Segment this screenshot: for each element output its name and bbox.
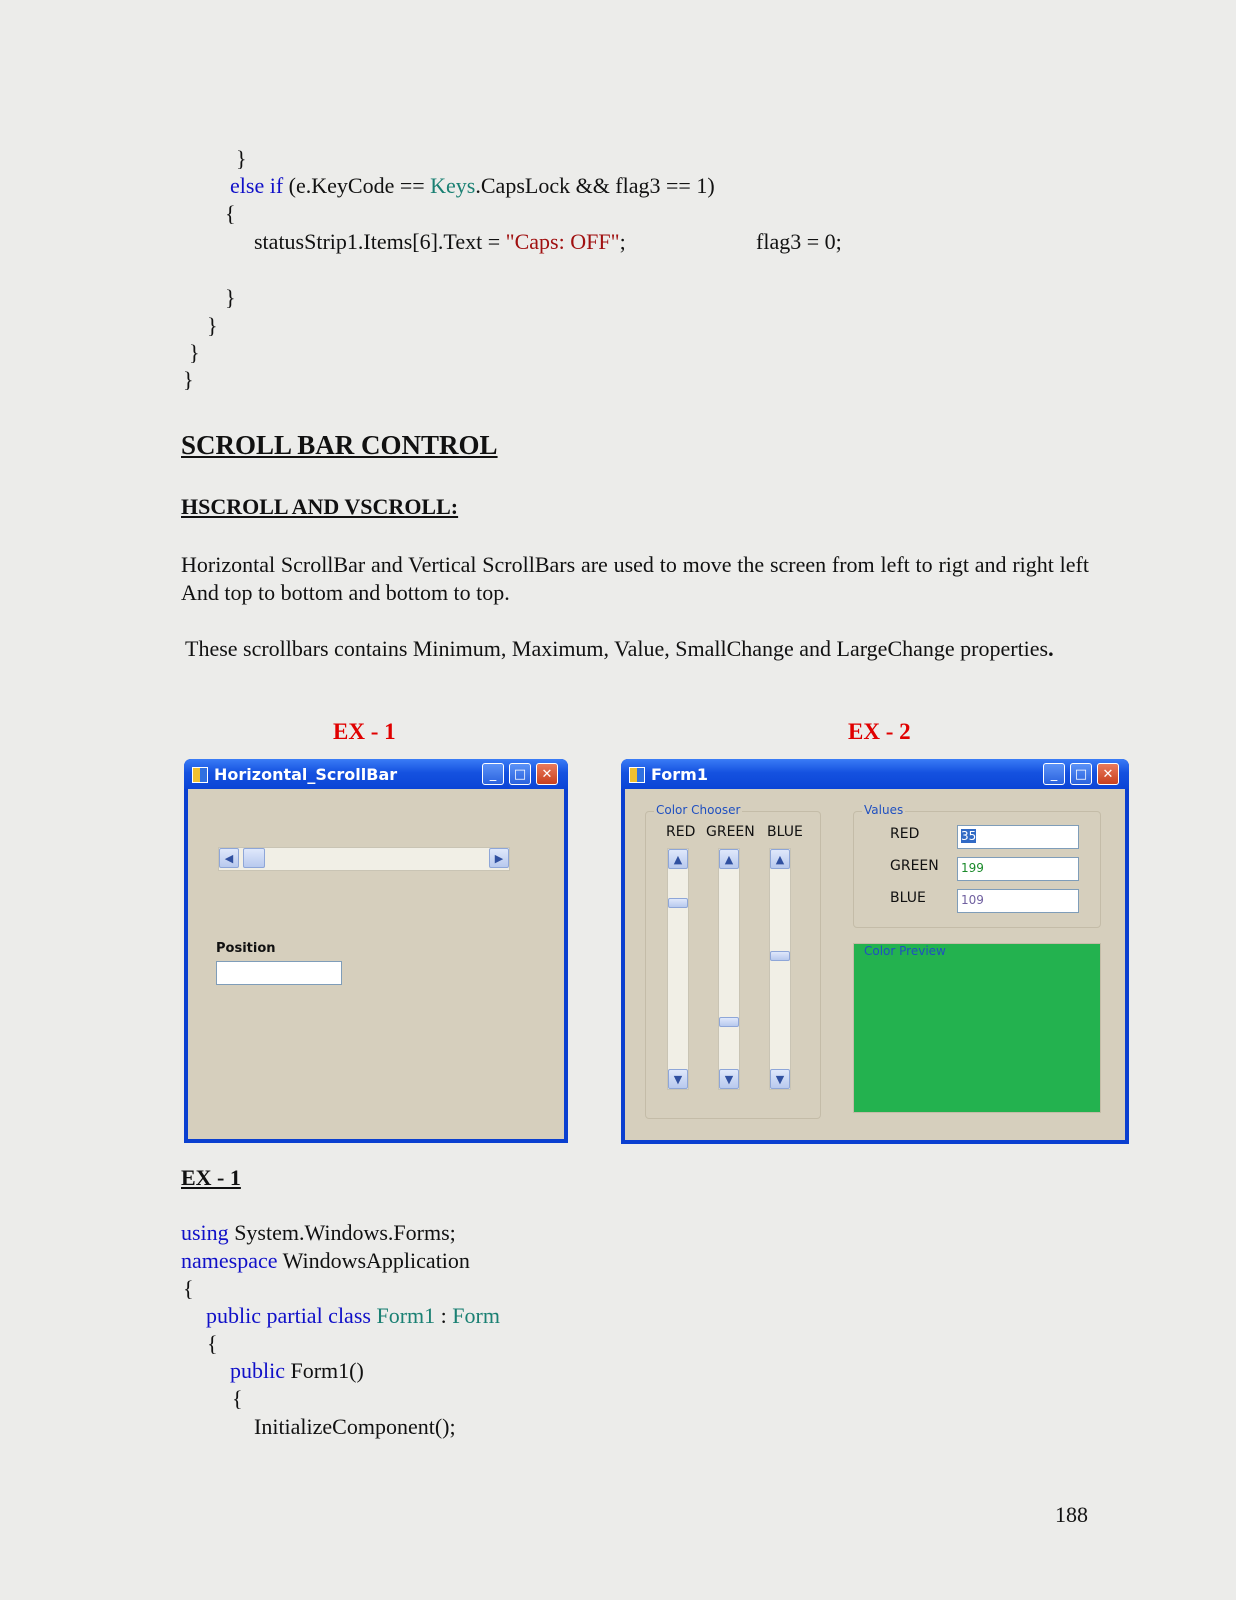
color-preview-panel [853,943,1101,1113]
example-label: EX - 1 [333,719,396,744]
scroll-up-button[interactable]: ▲ [668,849,688,869]
code-line: } [189,340,200,365]
title-bar [184,759,568,789]
code-line: } [225,285,236,310]
code-line: { [183,1276,194,1301]
section-heading: SCROLL BAR CONTROL [181,430,498,460]
scroll-thumb[interactable] [719,1017,739,1027]
green-label: GREEN [706,824,755,840]
red-value-input[interactable]: 35 [957,825,1079,849]
color-preview-title: Color Preview [864,944,946,958]
position-input[interactable] [216,961,342,985]
red-vertical-scrollbar[interactable] [667,848,689,1090]
code-line: InitializeComponent(); [254,1414,456,1439]
blue-label: BLUE [767,824,803,840]
green-value-label: GREEN [890,858,939,874]
scroll-up-button[interactable]: ▲ [719,849,739,869]
code-line: public Form1() [230,1358,364,1383]
minimize-button[interactable]: _ [482,763,504,785]
color-chooser-group [645,803,821,1119]
example-heading: EX - 1 [181,1165,241,1190]
code-line: statusStrip1.Items[6].Text = "Caps: OFF"; [254,229,626,254]
window-client [625,789,1125,1140]
subsection-heading: HSCROLL AND VSCROLL: [181,494,459,519]
window-title: Form1 [651,765,708,784]
page-number: 188 [1055,1502,1088,1527]
code-line: namespace WindowsApplication [181,1248,470,1273]
code-line: public partial class Form1 : Form [206,1303,500,1328]
red-value-label: RED [890,826,920,842]
paragraph: These scrollbars contains Minimum, Maximum, Value, SmallChange and LargeChange properties. [185,636,1054,661]
close-button[interactable]: ✕ [536,763,558,785]
code-line: else if (e.KeyCode == Keys.CapsLock && flag3 == 1) [230,173,715,198]
scroll-right-button[interactable]: ▶ [489,848,509,868]
code-line: using System.Windows.Forms; [181,1220,456,1245]
close-button[interactable]: ✕ [1097,763,1119,785]
blue-value-label: BLUE [890,890,926,906]
maximize-button[interactable]: □ [1070,763,1092,785]
code-line: { [232,1386,243,1411]
app-icon [629,767,645,783]
scroll-left-button[interactable]: ◀ [219,848,239,868]
scroll-down-button[interactable]: ▼ [719,1069,739,1089]
scroll-thumb[interactable] [668,898,688,908]
blue-value-input[interactable]: 109 [957,889,1079,913]
form1-window [621,759,1129,1144]
group-title: Color Chooser [656,803,741,817]
app-icon [192,767,208,783]
window-client [188,789,564,1139]
code-line: { [207,1331,218,1356]
example-label: EX - 2 [848,719,911,744]
red-label: RED [666,824,696,840]
code-line: { [225,201,236,226]
position-label: Position [216,941,276,956]
group-title: Values [864,803,904,817]
title-bar [621,759,1129,789]
paragraph: Horizontal ScrollBar and Vertical ScrollBars are used to move the screen from left to rigt and right left And top to bottom and bottom to top. [181,552,1089,605]
code-line: } [183,367,194,392]
minimize-button[interactable]: _ [1043,763,1065,785]
green-vertical-scrollbar[interactable] [718,848,740,1090]
horizontal-scrollbar[interactable] [218,847,510,871]
window-title: Horizontal_ScrollBar [214,765,398,784]
maximize-button[interactable]: □ [509,763,531,785]
scroll-thumb[interactable] [243,848,265,868]
code-line: } [236,146,247,171]
code-line: flag3 = 0; [756,229,842,254]
blue-vertical-scrollbar[interactable] [769,848,791,1090]
scroll-up-button[interactable]: ▲ [770,849,790,869]
values-group [853,803,1101,928]
scroll-thumb[interactable] [770,951,790,961]
scroll-down-button[interactable]: ▼ [770,1069,790,1089]
scroll-down-button[interactable]: ▼ [668,1069,688,1089]
horizontal-scrollbar-window [184,759,568,1143]
code-line: } [207,313,218,338]
green-value-input[interactable]: 199 [957,857,1079,881]
